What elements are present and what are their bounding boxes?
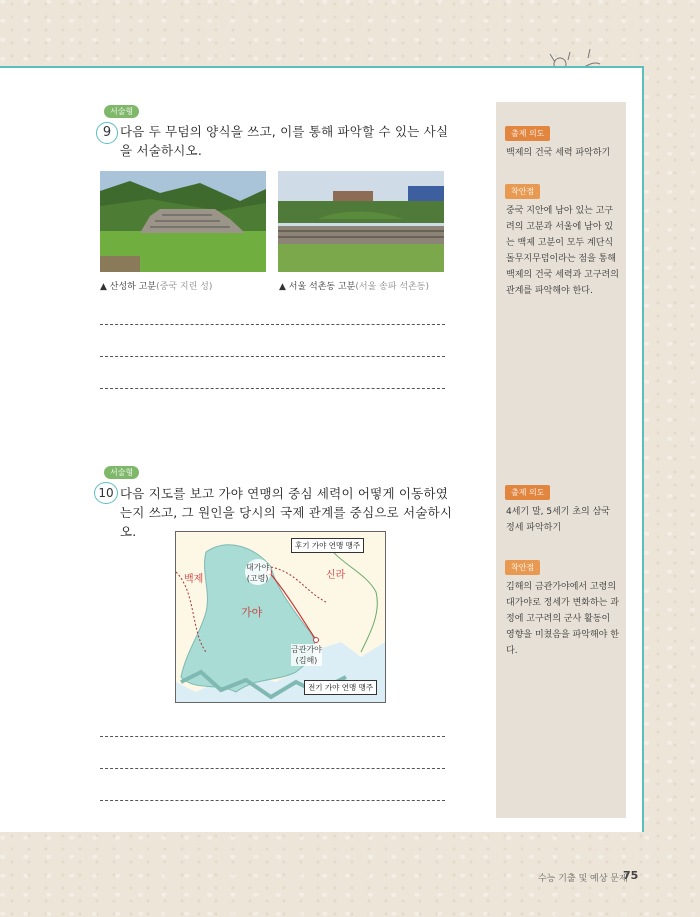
page-number: 75	[623, 869, 639, 882]
side9-intent-label: 출제 의도	[505, 126, 550, 141]
q10-answer-line-2[interactable]	[100, 768, 445, 769]
q9-question-text: 다음 두 무덤의 양식을 쓰고, 이를 통해 파악할 수 있는 사실을 서술하시오.	[120, 124, 449, 158]
map-geumgwan-sub: (김해)	[295, 656, 318, 665]
side10-focus-text: 김해의 금관가야에서 고령의 대가야로 정세가 변화하는 과정에 고구려의 군사 활동이 영향을 미쳤음을 파악해야 한다.	[506, 582, 619, 656]
side9-focus-text: 중국 지안에 남아 있는 고구려의 고분과 서울에 남아 있는 백제 고분이 모두 계단식 돌무지무덤이라는 점을 통해 백제의 건국 세력과 고구려의 관계를 파악해야 한다.	[506, 206, 619, 296]
q9-number: 9	[96, 122, 118, 144]
map-callout-earlier-league: 전기 가야 연맹 맹주	[304, 680, 377, 695]
q10-type-tag: 서술형	[104, 466, 139, 479]
map-label-silla: 신라	[326, 570, 346, 581]
q9-answer-line-3[interactable]	[100, 388, 445, 389]
map-label-baekje: 백제	[184, 574, 204, 585]
map-callout-later-league: 후기 가야 연맹 맹주	[291, 538, 364, 553]
caption-photo-1-main: ▲ 산성하 고분	[100, 282, 157, 292]
side10-intent-label: 출제 의도	[505, 485, 550, 500]
map-daegaya-name: 대가야	[246, 563, 270, 572]
side10-intent-text: 4세기 말, 5세기 초의 삼국 정세 파악하기	[506, 507, 611, 533]
map-label-gaya: 가야	[241, 606, 263, 619]
q10-number: 10	[94, 482, 118, 504]
map-label-daegaya	[246, 562, 269, 584]
side10-focus-label: 착안점	[505, 560, 540, 575]
side9-focus-label: 착안점	[505, 184, 540, 199]
caption-photo-2-sub: (서울 송파 석촌동)	[355, 282, 429, 292]
q9-type-tag: 서술형	[104, 105, 139, 118]
photo-seokchon-dong-tomb	[278, 171, 444, 272]
q9-answer-line-1[interactable]	[100, 324, 445, 325]
gaya-map	[175, 531, 386, 703]
side9-intent-text: 백제의 건국 세력 파악하기	[506, 148, 611, 158]
caption-photo-2	[279, 279, 429, 292]
caption-photo-1-sub: (중국 지린 성)	[156, 282, 213, 292]
q9-answer-line-2[interactable]	[100, 356, 445, 357]
q10-question-text: 다음 지도를 보고 가야 연맹의 중심 세력이 어떻게 이동하였는지 쓰고, 그 원인을 당시의 국제 관계를 중심으로 서술하시오.	[120, 486, 453, 539]
q10-answer-line-1[interactable]	[100, 736, 445, 737]
map-daegaya-sub: (고령)	[246, 574, 269, 583]
map-label-geumgwan	[291, 644, 322, 666]
caption-photo-2-main: ▲ 서울 석촌동 고분	[279, 282, 356, 292]
footer-section-title: 수능 기출 및 예상 문제	[538, 874, 628, 884]
photo-sanseongha-tomb	[100, 171, 266, 272]
q10-answer-line-3[interactable]	[100, 800, 445, 801]
map-geumgwan-name: 금관가야	[291, 645, 322, 654]
caption-photo-1	[100, 279, 212, 292]
